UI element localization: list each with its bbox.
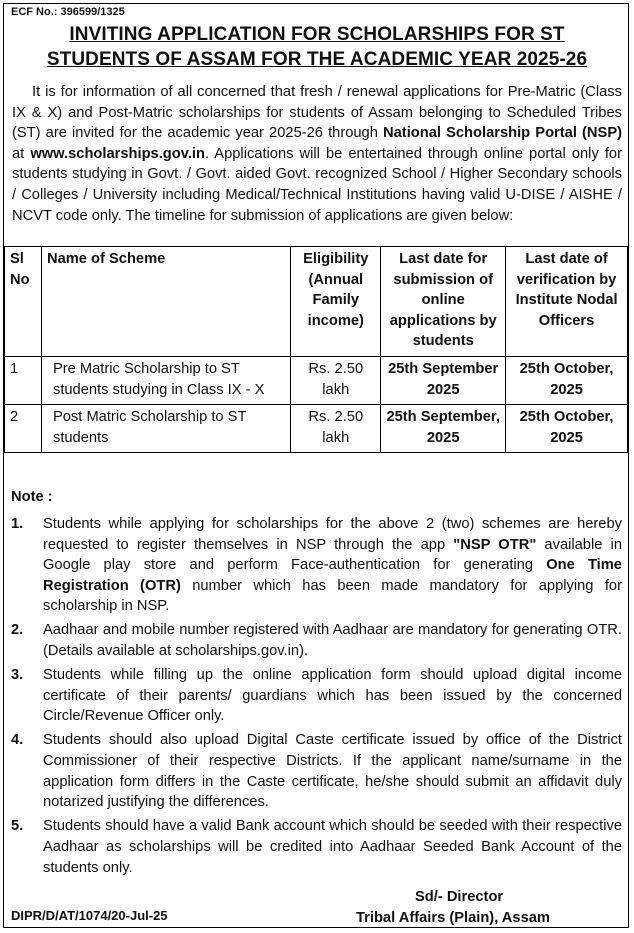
notes-list	[11, 514, 622, 882]
intro-text-2: . Applications will be entertained through online portal only for students studying in Govt. / Govt. aided Govt. recognized School / Higher Secondary schools / Colleges / University including Medical/Technical Institutions having valid U-DISE / AISHE / NCVT code only. The timeline for submission of applications are given below:	[12, 145, 622, 224]
header-scheme: Name of Scheme	[41, 247, 290, 357]
cell-eligibility: Rs. 2.50 lakh	[291, 356, 381, 404]
cell-sl-no: 2	[5, 405, 42, 453]
table-row	[5, 356, 628, 404]
note-text: Students while applying for scholarships for the above 2 (two) schemes are hereby requested to register themselves in NSP through the app "NSP OTR" available in Google play store and perform Face-authentication for generating One Time Registration (OTR) number which has been made mandatory for applying for scholarship in NSP.	[43, 516, 622, 615]
note-heading: Note :	[11, 489, 53, 505]
note-text: Students should also upload Digital Caste certificate issued by office of the District Commissioner of their respective Districts. If the applicant name/surname in the application form differs in the Caste certificate, he/she should submit an affidavit duly notarized justifying the differences.	[43, 732, 622, 811]
intro-paragraph	[12, 82, 622, 226]
ecf-number: ECF No.: 396599/1325	[11, 6, 125, 18]
title-line-2: STUDENTS OF ASSAM FOR THE ACADEMIC YEAR 2025-26	[46, 49, 588, 70]
intro-text-1: It is for information of all concerned that fresh / renewal applications for Pre-Matric (Class IX & X) and Post-Matric scholarships for students of Assam belonging to Scheduled Tribes (ST) are invited for the academic year 2025-26 through	[12, 84, 622, 142]
note-item-1	[11, 514, 622, 617]
signature-title: Sd/- Director	[415, 889, 504, 905]
table-header-row	[5, 247, 628, 357]
note-number: 2.	[11, 622, 24, 639]
header-eligibility: Eligibility (Annual Family income)	[291, 247, 381, 357]
cell-verification-date: 25th October, 2025	[506, 405, 628, 453]
cell-submission-date: 25th September, 2025	[381, 405, 506, 453]
note-text: Students while filling up the online application form should upload digital income certificate of their parents/ guardians which has been issued by the concerned Circle/Revenue Officer only.	[43, 667, 622, 725]
timeline-table	[4, 246, 628, 453]
title-line-1: INVITING APPLICATION FOR SCHOLARSHIPS FOR ST	[69, 24, 565, 45]
note-text: Aadhaar and mobile number registered with Aadhaar are mandatory for generating OTR. (Details available at scholarships.gov.in).	[43, 622, 622, 660]
note-number: 3.	[11, 667, 24, 684]
cell-sl-no: 1	[5, 356, 42, 404]
cell-submission-date: 25th September 2025	[381, 356, 506, 404]
header-sl-no: Sl No	[5, 247, 42, 357]
cell-scheme: Pre Matric Scholarship to ST students studying in Class IX - X	[41, 356, 290, 404]
note-item-2	[11, 620, 622, 661]
note-item-3	[11, 665, 622, 727]
note-number: 1.	[11, 516, 24, 532]
intro-at: at	[12, 145, 31, 162]
table-row	[5, 405, 628, 453]
nsp-url: www.scholarships.gov.in	[30, 145, 205, 162]
note-item-5	[11, 816, 622, 878]
note-item-4	[11, 730, 622, 812]
note-number: 5.	[11, 818, 24, 835]
header-submission-date: Last date for submission of online applications by students	[381, 247, 506, 357]
note-number: 4.	[11, 732, 24, 749]
dipr-reference: DIPR/D/AT/1074/20-Jul-25	[11, 908, 168, 923]
header-verification-date: Last date of verification by Institute Nodal Officers	[506, 247, 628, 357]
cell-eligibility: Rs. 2.50 lakh	[291, 405, 381, 453]
note-text: Students should have a valid Bank account which should be seeded with their respective Aadhaar as scholarships will be credited into Aadhaar Seeded Bank Account of the students only.	[43, 818, 622, 876]
notice-title	[0, 22, 634, 72]
cell-verification-date: 25th October, 2025	[506, 356, 628, 404]
signature-office: Tribal Affairs (Plain), Assam	[356, 910, 550, 926]
cell-scheme: Post Matric Scholarship to ST students	[41, 405, 290, 453]
nsp-name: National Scholarship Portal (NSP)	[383, 125, 623, 142]
